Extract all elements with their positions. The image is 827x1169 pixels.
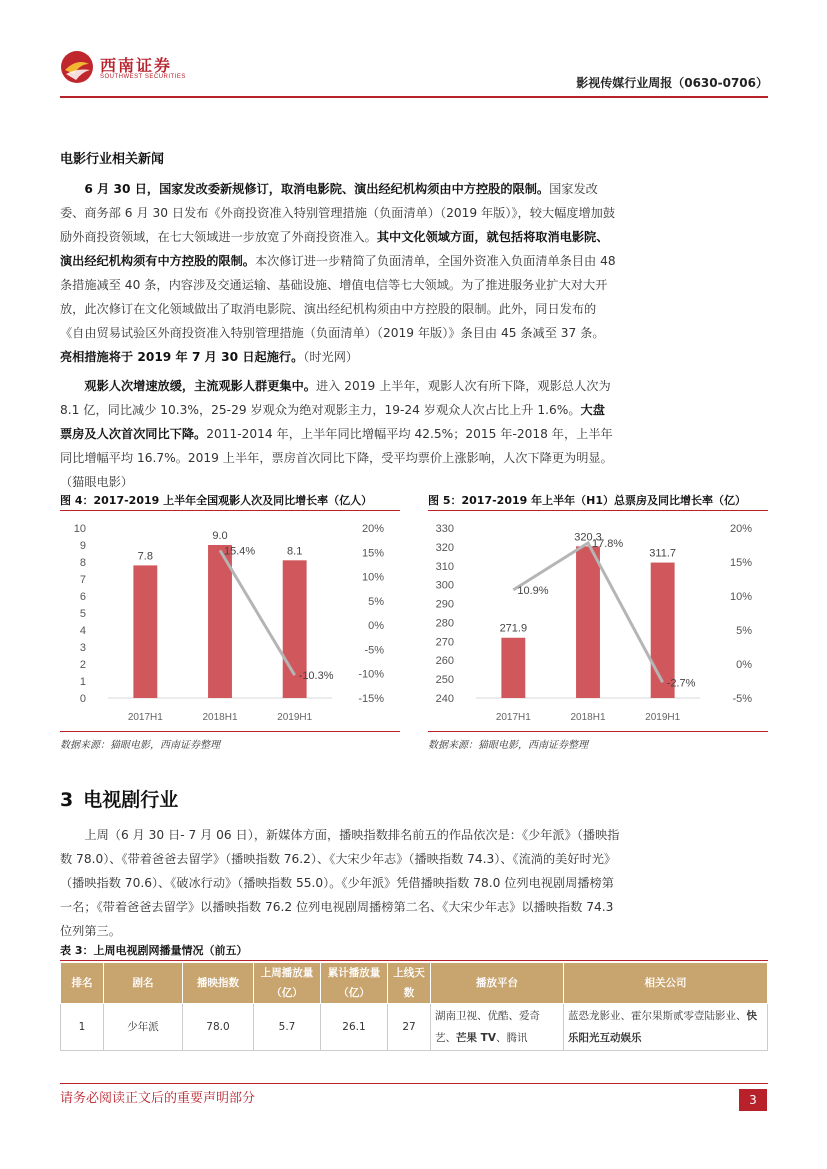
- bar-value-label: 320.3: [574, 531, 602, 544]
- x-tick-label: 2019H1: [645, 712, 681, 723]
- companies-bold: 快乐阳光互动娱乐: [568, 1010, 757, 1044]
- table-header-row: [61, 963, 768, 1004]
- table-header-cell: 剧名: [104, 963, 183, 1004]
- y-right-tick-label: 10%: [729, 591, 752, 603]
- company-logo: [60, 44, 260, 88]
- page-number: 3: [739, 1089, 767, 1111]
- companies-part-1: 蓝恐龙影业、霍尔果斯贰零壹陆影业、: [568, 1010, 747, 1022]
- figure-4-title: 图 4：2017-2019 上半年全国观影人次及同比增长率（亿人）: [60, 494, 373, 507]
- x-tick-label: 2018H1: [202, 712, 238, 723]
- news-1-bold-end: 亮相措施将于 2019 年 7 月 30 日起施行。: [60, 350, 304, 364]
- news-2-text-2: 2011-2014 年，上半年同比增幅平均 42.5%；2015 年-2018 年，上半年同比增幅平均 16.7%。2019 上半年，票房首次同比下降，受平均票价上涨影响，人次下降更为明显。（猫眼电影）: [60, 427, 613, 489]
- y-right-tick-label: 0%: [368, 620, 384, 633]
- y-left-tick-label: 4: [79, 625, 86, 637]
- cell-weekly-views: 5.7: [254, 1004, 321, 1051]
- y-left-tick-label: 0: [79, 693, 86, 705]
- news-paragraph-1: [60, 177, 616, 369]
- news-2-bold-lead: 观影人次增速放缓，主流观影人群更集中。: [84, 379, 316, 393]
- y-right-tick-label: 0%: [736, 659, 752, 671]
- footer-disclaimer: 请务必阅读正文后的重要声明部分: [60, 1091, 256, 1106]
- header-divider: [60, 96, 768, 98]
- platforms-part-2: 、腾讯: [495, 1032, 528, 1044]
- y-left-tick-label: 290: [435, 598, 454, 611]
- y-right-tick-label: -5%: [732, 693, 752, 705]
- logo-name-cn: 西南证券: [100, 56, 173, 75]
- table-3-rule: [60, 960, 768, 961]
- y-left-tick-label: 280: [435, 617, 454, 630]
- footer-divider: [60, 1083, 768, 1084]
- y-right-tick-label: 5%: [368, 595, 384, 608]
- y-left-tick-label: 8: [79, 557, 86, 569]
- y-left-tick-label: 330: [435, 523, 454, 535]
- y-right-tick-label: -15%: [358, 693, 384, 705]
- y-right-tick-label: 10%: [361, 571, 384, 584]
- news-1-bold-mid: 其中文化领域方面，就包括将取消电影院、演出经纪机构须有中方控股的限制。: [60, 230, 609, 268]
- y-left-tick-label: 270: [435, 636, 454, 649]
- tv-ranking-table: [60, 962, 768, 1051]
- logo-name-en: SOUTHWEST SECURITIES: [100, 74, 186, 80]
- movie-news-subtitle: 电影行业相关新闻: [60, 152, 165, 167]
- bar: [133, 565, 157, 698]
- growth-rate-label: -10.3%: [298, 670, 334, 683]
- x-tick-label: 2017H1: [127, 712, 163, 723]
- growth-rate-label: 10.9%: [517, 584, 549, 597]
- table-header-cell: 上线天数: [388, 963, 431, 1004]
- news-1-source: （时光网）: [303, 350, 359, 364]
- report-title: 影视传媒行业周报（0630-0706）: [576, 76, 768, 90]
- y-left-tick-label: 310: [435, 560, 454, 573]
- table-header-cell: 相关公司: [564, 963, 768, 1004]
- cell-rank: 1: [61, 1004, 104, 1051]
- page-header: [60, 44, 768, 94]
- bar-value-label: 8.1: [287, 545, 303, 558]
- section-heading-tv: [60, 785, 178, 812]
- figure-4-chart: [60, 514, 400, 729]
- y-left-tick-label: 9: [79, 540, 86, 552]
- section-number: 3: [60, 789, 74, 811]
- x-tick-label: 2017H1: [495, 712, 531, 723]
- table-header-cell: 累计播放量（亿）: [321, 963, 388, 1004]
- bar-value-label: 7.8: [137, 550, 153, 563]
- y-left-tick-label: 250: [435, 674, 454, 687]
- growth-rate-label: -2.7%: [666, 677, 696, 690]
- logo-emblem-icon: [60, 50, 94, 84]
- y-left-tick-label: 3: [79, 642, 86, 654]
- x-tick-label: 2018H1: [570, 712, 606, 723]
- table-header-cell: 排名: [61, 963, 104, 1004]
- figure-5-chart: [428, 514, 768, 729]
- growth-rate-label: 15.4%: [224, 545, 256, 558]
- news-2-bold-mid: 大盘票房及人次首次同比下降。: [60, 403, 605, 441]
- news-1-text: 国家发改委、商务部 6 月 30 日发布《外商投资准入特别管理措施（负面清单）（2019 年版）》，较大幅度增加鼓励外商投资领域，在七大领域进一步放宽了外商投资准入。: [60, 182, 616, 244]
- y-right-tick-label: 20%: [729, 523, 752, 535]
- y-left-tick-label: 7: [79, 574, 86, 586]
- bar: [501, 638, 525, 698]
- table-header-cell: 播映指数: [183, 963, 254, 1004]
- figure-5-source: 数据来源：猫眼电影，西南证券整理: [428, 740, 588, 751]
- figure-5-top-rule: [428, 510, 768, 511]
- table-3-title: 表 3：上周电视剧网播量情况（前五）: [60, 944, 248, 957]
- y-right-tick-label: 15%: [361, 547, 384, 560]
- cell-platforms: [431, 1004, 564, 1051]
- news-paragraph-2: [60, 374, 616, 494]
- y-left-tick-label: 2: [79, 659, 86, 671]
- news-2-text: 进入 2019 上半年，观影人次有所下降，观影总人次为 8.1 亿，同比减少 10.3%，25-29 岁观众为绝对观影主力，19-24 岁观众人次占比上升 1.6%。: [60, 379, 611, 417]
- cell-index: 78.0: [183, 1004, 254, 1051]
- y-left-tick-label: 320: [435, 541, 454, 554]
- figure-4-bottom-rule: [60, 731, 400, 732]
- cell-total-views: 26.1: [321, 1004, 388, 1051]
- y-left-tick-label: 5: [79, 608, 86, 620]
- table-header-cell: 播放平台: [431, 963, 564, 1004]
- bar: [576, 546, 600, 698]
- y-left-tick-label: 6: [79, 591, 86, 603]
- y-left-tick-label: 300: [435, 579, 454, 592]
- news-1-bold-lead: 6 月 30 日，国家发改委新规修订，取消电影院、演出经纪机构须由中方控股的限制。: [84, 182, 550, 196]
- bar-value-label: 271.9: [499, 622, 528, 635]
- y-left-tick-label: 260: [435, 655, 454, 668]
- y-right-tick-label: 15%: [729, 557, 752, 569]
- figure-4-top-rule: [60, 510, 400, 511]
- platforms-bold: 芒果 TV: [456, 1032, 496, 1044]
- cell-title: 少年派: [104, 1004, 183, 1051]
- table-row: [61, 1004, 768, 1051]
- y-left-tick-label: 1: [79, 676, 86, 688]
- table-header-cell: 上周播放量（亿）: [254, 963, 321, 1004]
- news-1-text-2: 本次修订进一步精简了负面清单，全国外资准入负面清单条目由 48 条措施减至 40 条，内容涉及交通运输、基础设施、增值电信等七大领域。为了推进服务业扩大对大开放，此次修订在文化领域做出了取消电影院、演出经纪机构须由中方控股的限制。此外，同日发布的《自由贸易试验区外商投资准入特别管理措施（负面清单）（2019 年版）》条目由 45 条减至 37 条。: [60, 254, 616, 340]
- tv-paragraph: 上周（6 月 30 日- 7 月 06 日），新媒体方面，播映指数排名前五的作品依次是：《少年派》（播映指数 78.0）、《带着爸爸去留学》（播映指数 76.2）、《大宋少年志》（播映指数 74.3）、《流淌的美好时光》（播映指数 70.6）、《破冰行动》（播映指数 55.0）。《少年派》凭借播映指数 78.0 位列电视剧周播榜第一名；《带着爸爸去留学》以播映指数 76.2 位列电视剧周播榜第二名、《大宋少年志》以播映指数 74.3 位列第三。: [60, 828, 620, 938]
- y-left-tick-label: 10: [73, 523, 86, 535]
- figure-5-title: 图 5：2017-2019 年上半年（H1）总票房及同比增长率（亿）: [428, 494, 746, 507]
- figure-4-source: 数据来源：猫眼电影，西南证券整理: [60, 740, 220, 751]
- bar-value-label: 311.7: [649, 547, 677, 560]
- growth-rate-label: 17.8%: [592, 537, 624, 550]
- bar-value-label: 9.0: [212, 530, 228, 542]
- y-left-tick-label: 240: [435, 693, 454, 705]
- y-right-tick-label: -10%: [358, 668, 384, 681]
- y-right-tick-label: -5%: [364, 644, 384, 657]
- y-right-tick-label: 5%: [736, 625, 752, 637]
- platforms-part-1: 湖南卫视、优酷、爱奇艺、: [435, 1010, 540, 1044]
- cell-companies: [564, 1004, 768, 1051]
- y-right-tick-label: 20%: [361, 523, 384, 535]
- figure-5-bottom-rule: [428, 731, 768, 732]
- cell-days-online: 27: [388, 1004, 431, 1051]
- x-tick-label: 2019H1: [277, 712, 313, 723]
- section-title: 电视剧行业: [83, 789, 179, 811]
- bar: [208, 545, 232, 698]
